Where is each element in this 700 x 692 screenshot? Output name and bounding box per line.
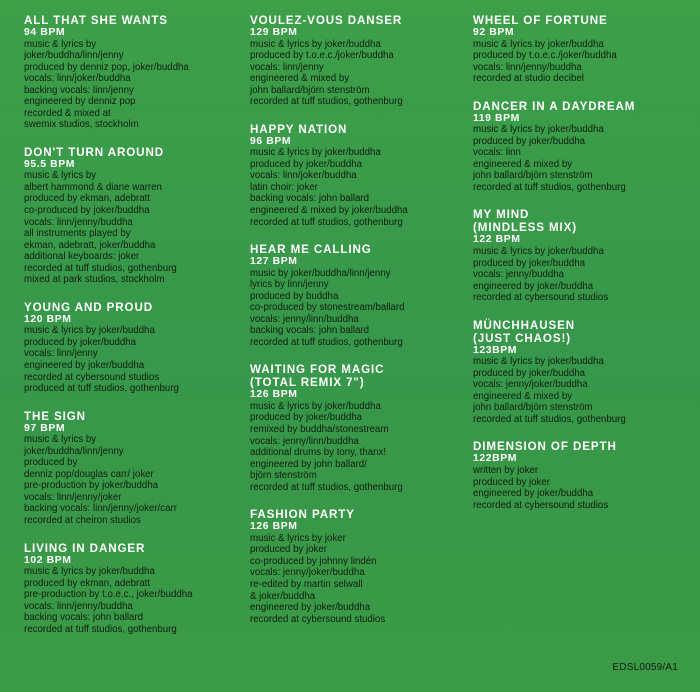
credit-line: albert hammond & diane warren	[24, 181, 162, 193]
track-title: FASHION PARTY	[250, 508, 355, 522]
track-title: MÜNCHHAUSEN (JUST CHAOS!)	[473, 318, 576, 345]
credit-line: produced by joker/buddha	[473, 367, 586, 379]
catalog-number: EDSL0059/A1	[612, 662, 678, 673]
credit-line: recorded at cybersound studios	[473, 292, 609, 304]
track-credit	[250, 363, 462, 493]
credit-line: recorded at tuff studios, gothenburg	[473, 181, 626, 193]
credit-line: john ballard/björn stenström	[473, 170, 593, 182]
credit-line: produced by denniz pop, joker/buddha	[24, 61, 189, 73]
track-title: HEAR ME CALLING	[250, 243, 372, 257]
credit-line: recorded at tuff studios, gothenburg	[250, 96, 403, 108]
credit-line: vocals: jenny/joker/buddha	[473, 379, 588, 391]
credit-line: re-edited by martin selwall	[250, 579, 363, 590]
credit-line: music & lyrics by joker/buddha	[250, 147, 381, 159]
credit-line: produced by	[24, 457, 78, 469]
track-credit	[250, 243, 462, 348]
credit-line: vocals: linn/jenny/buddha	[24, 216, 133, 228]
credit-line: produced by buddha	[250, 290, 339, 302]
track-title: YOUNG AND PROUD	[24, 300, 154, 314]
track-title: DIMENSION OF DEPTH	[473, 440, 617, 454]
credit-line: swemix studios, stockholm	[24, 119, 139, 131]
credit-line: music & lyrics by joker/buddha	[250, 38, 381, 50]
track-bpm: 123BPM	[473, 344, 518, 356]
credit-line: backing vocals: john ballard	[250, 193, 370, 205]
credit-line: recorded at tuff studios, gothenburg	[24, 262, 177, 274]
credit-line: recorded at cybersound studios	[24, 371, 160, 383]
credit-line: music & lyrics by joker	[250, 532, 346, 544]
track-title: DON'T TURN AROUND	[24, 145, 164, 159]
credit-line: engineered & mixed by	[473, 158, 573, 170]
credit-line: lyrics by linn/jenny	[250, 279, 329, 291]
credit-line: vocals: jenny/buddha	[473, 269, 565, 281]
track-credit	[250, 123, 462, 228]
track-title: VOULEZ-VOUS DANSER	[250, 14, 403, 27]
credit-line: backing vocals: linn/jenny	[24, 84, 134, 96]
credit-line: co-produced by johnny lindén	[250, 555, 377, 567]
credit-line: co-produced by stonestream/ballard	[250, 302, 405, 314]
credit-line: produced by t.o.e.c./joker/buddha	[473, 50, 617, 62]
credit-line: vocals: jenny/linn/buddha	[250, 313, 359, 325]
track-bpm: 92 BPM	[473, 27, 515, 38]
credit-line: additional drums by tony, thanx!	[250, 447, 387, 459]
track-title: DANCER IN A DAYDREAM	[473, 99, 636, 113]
credit-line: vocals: linn/jenny/buddha	[473, 61, 582, 73]
credit-line: engineered & mixed by	[473, 390, 573, 402]
credit-line: recorded at cybersound studios	[473, 499, 609, 511]
credit-line: music & lyrics by joker/buddha	[473, 38, 604, 50]
credit-line: recorded at cheiron studios	[24, 514, 141, 526]
credit-line: produced by joker/buddha	[473, 257, 586, 269]
credit-line: backing vocals: john ballard	[24, 612, 144, 624]
column-1	[24, 14, 236, 650]
credit-line: engineered & mixed by	[250, 73, 350, 85]
track-title: WAITING FOR MAGIC (TOTAL REMIX 7")	[250, 363, 385, 390]
credit-line: engineered by joker/buddha	[24, 359, 145, 371]
credit-line: & joker/buddha	[250, 590, 316, 602]
credit-line: music & lyrics by joker/buddha	[250, 400, 381, 412]
credit-line: recorded at tuff studios, gothenburg	[250, 336, 403, 348]
track-bpm: 126 BPM	[250, 389, 298, 401]
credit-line: joker/buddha/linn/jenny	[24, 445, 124, 457]
credit-line: produced at tuff studios, gothenburg	[24, 383, 179, 395]
credit-line: music by joker/buddha/linn/jenny	[250, 267, 391, 279]
track-bpm: 96 BPM	[250, 135, 292, 147]
credit-line: vocals: linn	[473, 147, 521, 159]
track-credit	[250, 14, 462, 108]
credit-line: engineered by joker/buddha	[250, 602, 371, 614]
credit-line: backing vocals: linn/jenny/joker/carr	[24, 503, 177, 515]
credit-line: produced by joker/buddha	[250, 158, 363, 170]
track-credit	[473, 100, 685, 194]
credit-line: engineered by john ballard/	[250, 458, 367, 470]
credit-line: vocals: linn/joker/buddha	[24, 73, 131, 85]
credit-line: recorded at tuff studios, gothenburg	[473, 413, 626, 425]
credit-line: music & lyrics by joker/buddha	[24, 566, 155, 577]
track-credit	[473, 208, 685, 303]
credit-line: remixed by buddha/stonestream	[250, 424, 389, 436]
track-credit	[473, 440, 685, 511]
credit-line: produced by ekman, adebratt	[24, 193, 151, 205]
credit-line: recorded at studio decibel	[473, 73, 584, 85]
credit-line: produced by joker	[473, 476, 551, 488]
credit-line: joker/buddha/linn/jenny	[24, 50, 124, 62]
track-title: THE SIGN	[24, 409, 86, 423]
credit-line: john ballard/björn stenström	[473, 402, 593, 414]
credit-line: engineered by joker/buddha	[473, 280, 594, 292]
credit-line: recorded at tuff studios, gothenburg	[250, 216, 403, 228]
credit-line: vocals: linn/joker/buddha	[250, 170, 357, 182]
credit-line: ekman, adebratt, joker/buddha	[24, 239, 156, 251]
credit-line: produced by t.o.e.c./joker/buddha	[250, 50, 394, 62]
column-2	[250, 14, 462, 640]
track-bpm: 126 BPM	[250, 521, 298, 533]
track-credit	[250, 508, 462, 625]
credit-line: mixed at park studios, stockholm	[24, 274, 165, 286]
credit-line: music & lyrics by joker/buddha	[24, 325, 155, 337]
track-credit	[24, 410, 236, 527]
credit-line: produced by joker	[250, 544, 328, 556]
credit-line: music & lyrics by	[24, 38, 97, 50]
track-bpm: 122BPM	[473, 453, 518, 465]
credit-line: latin choir: joker	[250, 181, 318, 193]
credit-line: vocals: linn/jenny	[250, 61, 324, 73]
credit-line: music & lyrics by joker/buddha	[473, 124, 604, 136]
credit-line: co-produced by joker/buddha	[24, 205, 150, 217]
track-bpm: 127 BPM	[250, 256, 298, 268]
track-title: HAPPY NATION	[250, 122, 348, 136]
track-credit	[473, 14, 685, 85]
credit-line: produced by ekman, adebratt	[24, 577, 151, 589]
track-credit	[24, 301, 236, 395]
credit-line: produced by joker/buddha	[473, 135, 586, 147]
credit-line: recorded at tuff studios, gothenburg	[24, 623, 177, 635]
track-bpm: 102 BPM	[24, 554, 72, 566]
credit-line: vocals: linn/jenny/buddha	[24, 600, 133, 612]
credit-line: vocals: linn/jenny	[24, 348, 98, 360]
credit-line: recorded at cybersound studios	[250, 613, 386, 625]
track-bpm: 119 BPM	[473, 112, 520, 124]
track-credit	[24, 146, 236, 286]
credit-line: denniz pop/douglas carr/ joker	[24, 468, 154, 480]
track-bpm: 94 BPM	[24, 27, 66, 38]
credit-line: music & lyrics by joker/buddha	[473, 245, 604, 257]
credit-line: produced by joker/buddha	[250, 412, 363, 424]
track-title: MY MIND (MINDLESS MIX)	[473, 208, 578, 235]
credit-line: additional keyboards: joker	[24, 251, 140, 263]
credit-line: vocals: jenny/joker/buddha	[250, 567, 365, 579]
credit-line: pre-production by joker/buddha	[24, 480, 159, 492]
credit-line: music & lyrics by	[24, 170, 97, 182]
track-bpm: 95.5 BPM	[24, 158, 75, 170]
credit-line: pre-production by t.o.e.c., joker/buddha	[24, 589, 193, 601]
track-title: ALL THAT SHE WANTS	[24, 14, 168, 27]
credit-line: recorded at tuff studios, gothenburg	[250, 481, 403, 493]
credit-line: music & lyrics by	[24, 434, 97, 446]
track-bpm: 97 BPM	[24, 422, 66, 434]
credit-line: john ballard/björn stenström	[250, 84, 370, 96]
credit-line: backing vocals: john ballard	[250, 325, 370, 337]
credit-line: recorded & mixed at	[24, 107, 111, 119]
credit-line: engineered by denniz pop	[24, 96, 136, 108]
track-credit	[24, 542, 236, 636]
track-bpm: 120 BPM	[24, 313, 72, 325]
column-3	[473, 14, 685, 526]
track-title: WHEEL OF FORTUNE	[473, 14, 608, 27]
credit-line: vocals: jenny/linn/buddha	[250, 435, 359, 447]
credit-line: all instruments played by	[24, 228, 131, 240]
track-bpm: 129 BPM	[250, 27, 298, 38]
credit-line: written by joker	[473, 464, 539, 476]
track-credit	[24, 14, 236, 131]
credit-line: music & lyrics by joker/buddha	[473, 356, 604, 368]
credit-line: produced by joker/buddha	[24, 336, 137, 348]
track-bpm: 122 BPM	[473, 234, 521, 246]
credit-line: vocals: linn/jenny/joker	[24, 491, 122, 503]
credit-line: engineered & mixed by joker/buddha	[250, 205, 408, 217]
track-title: LIVING IN DANGER	[24, 541, 146, 555]
credit-line: björn stenström	[250, 470, 317, 482]
track-credit	[473, 319, 685, 426]
credit-line: engineered by joker/buddha	[473, 488, 594, 500]
